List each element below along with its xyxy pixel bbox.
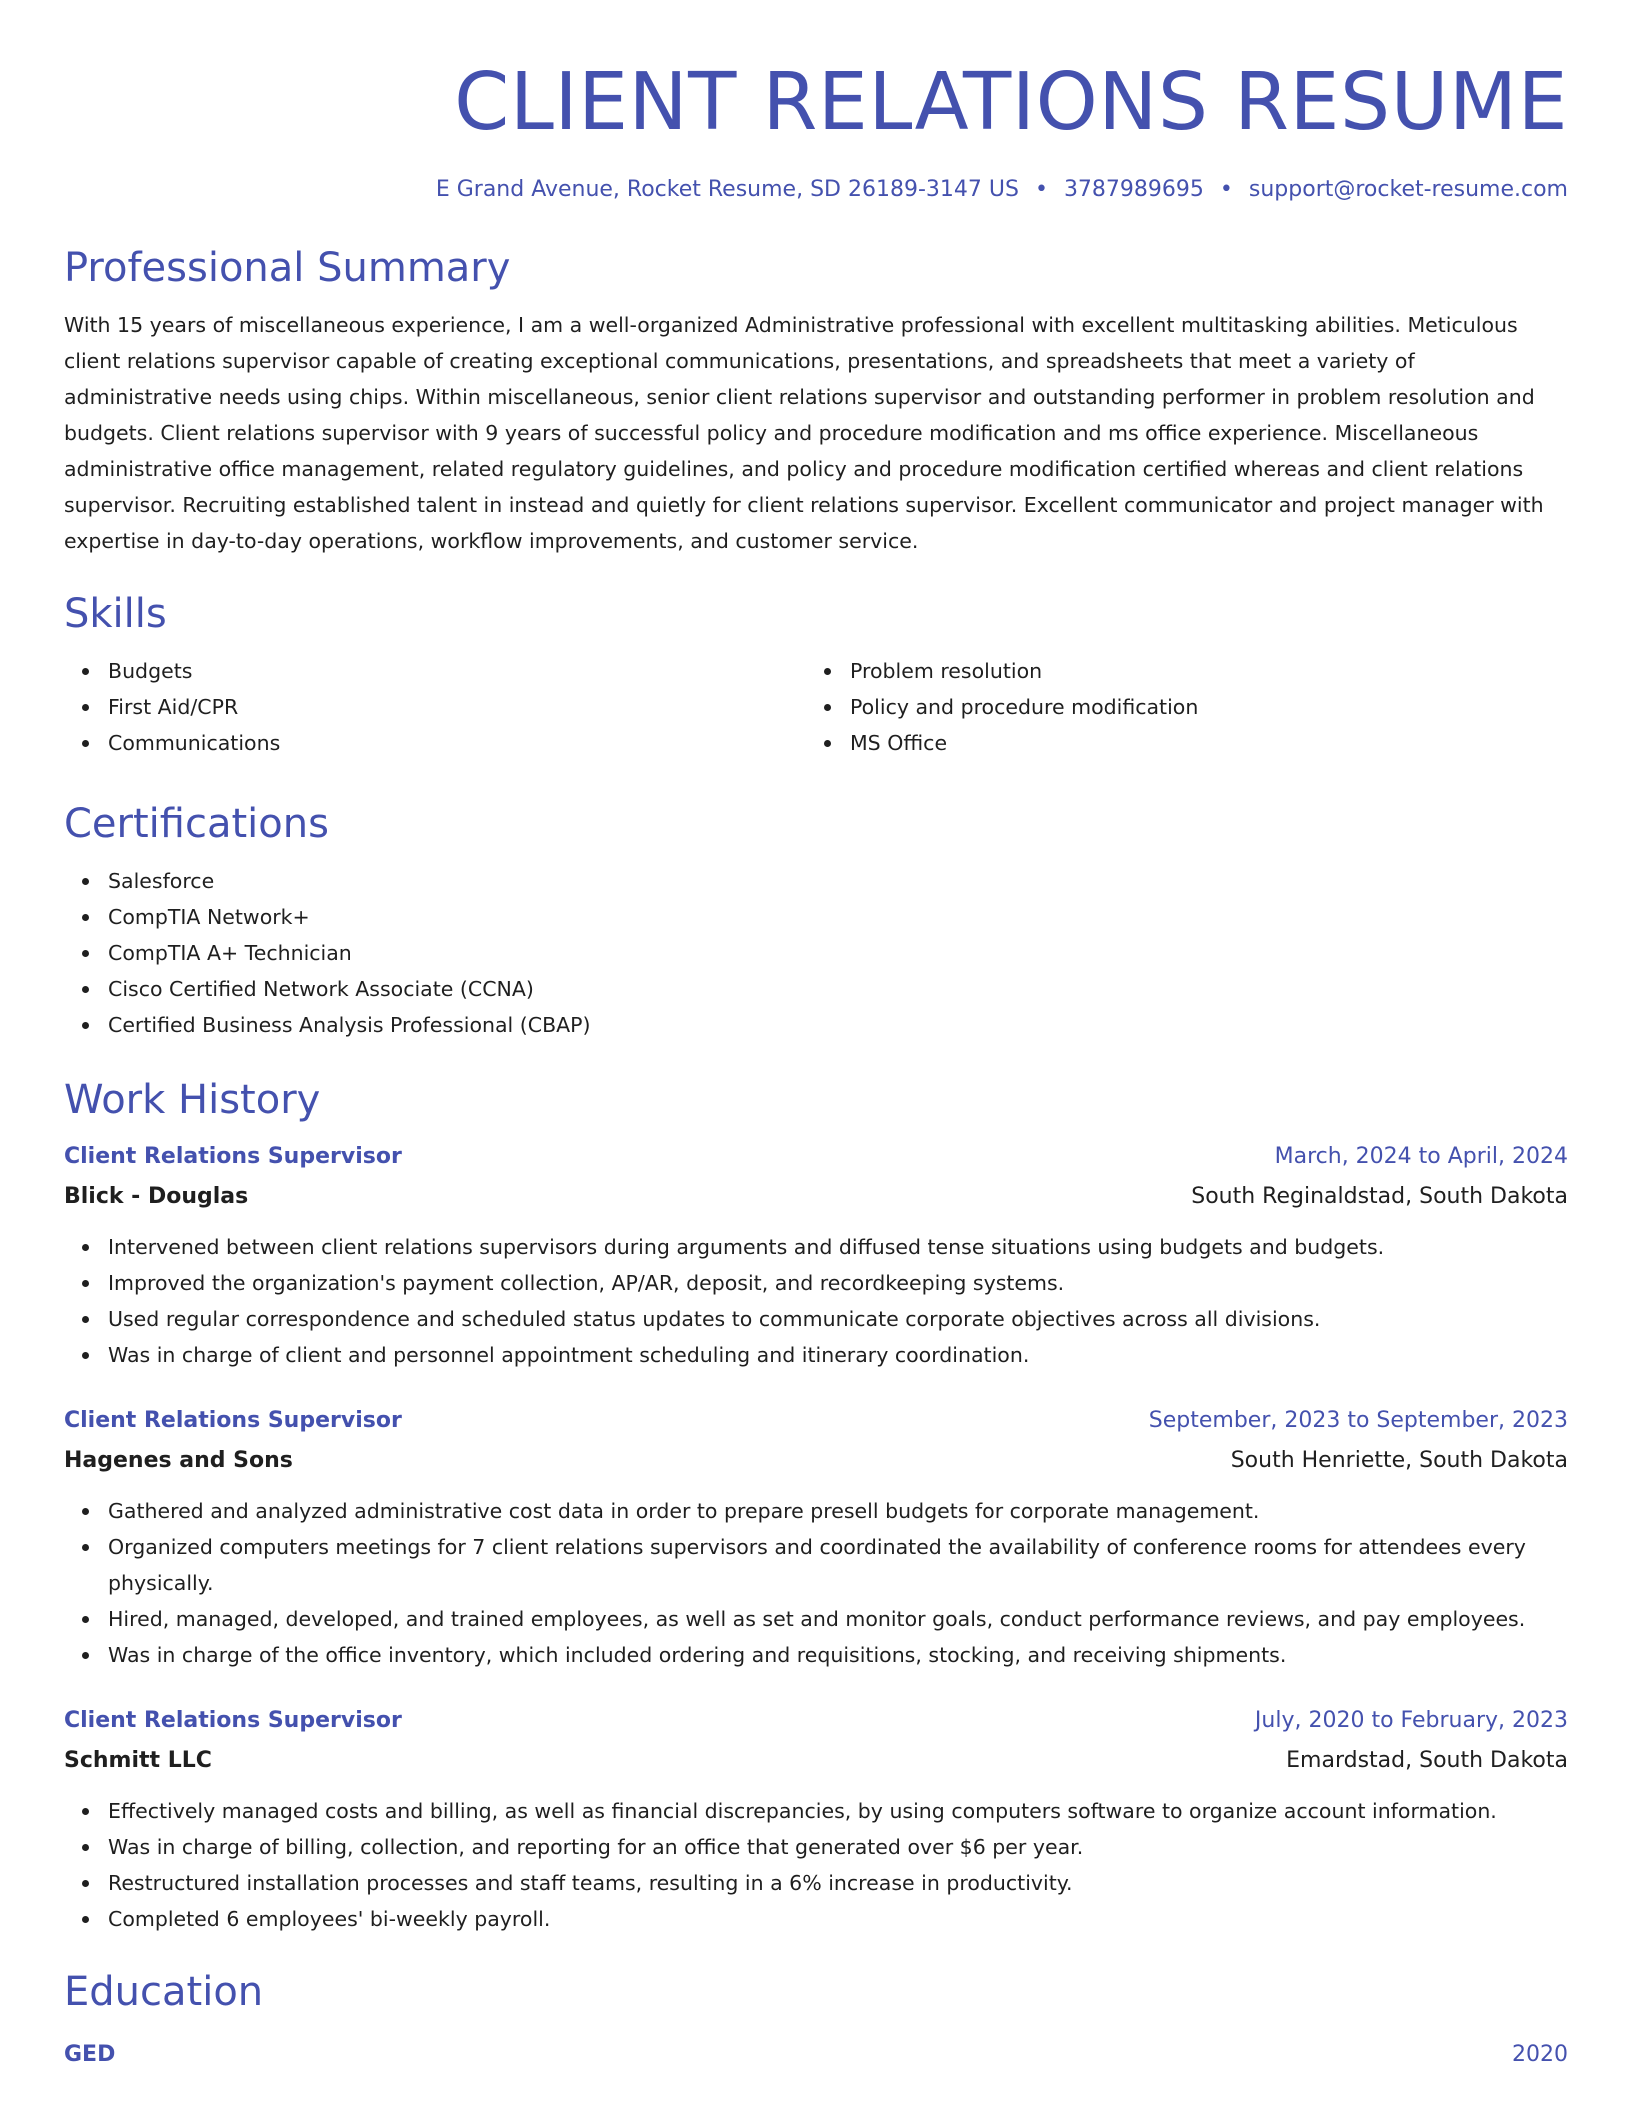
work-history-heading: Work History (64, 1077, 321, 1123)
certification-item: Salesforce (64, 863, 1568, 899)
job-company: Schmitt LLC (64, 1748, 212, 1773)
job-title: Client Relations Supervisor (64, 1708, 402, 1733)
job-title: Client Relations Supervisor (64, 1408, 402, 1433)
certification-item: CompTIA A+ Technician (64, 935, 1568, 971)
skills-heading: Skills (64, 591, 167, 637)
skill-item: Policy and procedure modification (806, 689, 1548, 725)
job-location: South Henriette, South Dakota (1230, 1448, 1568, 1473)
job-header-row (64, 1401, 1568, 1441)
job-bullet: Effectively managed costs and billing, as well as financial discrepancies, by using computers software to organize account information. (64, 1793, 1568, 1829)
job-bullets (64, 1229, 1568, 1373)
job-bullet: Was in charge of billing, collection, and reporting for an office that generated over $6 per year. (64, 1829, 1568, 1865)
certifications-list (64, 863, 1568, 1043)
skill-item: Budgets (64, 653, 806, 689)
contact-separator: • (1034, 177, 1048, 202)
skill-item: Communications (64, 725, 806, 761)
contact-email: support@rocket-resume.com (1248, 177, 1568, 202)
job-bullets (64, 1493, 1568, 1673)
job-bullet: Restructured installation processes and staff teams, resulting in a 6% increase in productivity. (64, 1865, 1568, 1901)
skill-item: Problem resolution (806, 653, 1548, 689)
certification-item: Cisco Certified Network Associate (CCNA) (64, 971, 1568, 1007)
job-title: Client Relations Supervisor (64, 1144, 402, 1169)
job-bullet: Intervened between client relations supervisors during arguments and diffused tense situations using budgets and budgets. (64, 1229, 1568, 1265)
job-company-row (64, 1441, 1568, 1481)
education-degree: GED (64, 2042, 116, 2067)
job-bullet: Used regular correspondence and scheduled status updates to communicate corporate objectives across all divisions. (64, 1301, 1568, 1337)
job-bullet: Gathered and analyzed administrative cost data in order to prepare presell budgets for corporate management. (64, 1493, 1568, 1529)
certification-item: CompTIA Network+ (64, 899, 1568, 935)
job-company: Hagenes and Sons (64, 1448, 293, 1473)
job-dates: September, 2023 to September, 2023 (1148, 1408, 1568, 1433)
skills-column-left (64, 653, 806, 761)
education-year: 2020 (1512, 2042, 1568, 2067)
job-entry (64, 1401, 1568, 1673)
job-company-row (64, 1741, 1568, 1781)
job-company: Blick - Douglas (64, 1184, 249, 1209)
job-dates: March, 2024 to April, 2024 (1274, 1144, 1568, 1169)
resume-header (64, 0, 1568, 205)
summary-text: With 15 years of miscellaneous experience, I am a well-organized Administrative professional with excellent multitasking abilities. Meticulous client relations supervisor capable of creating exceptional communications, presentations, and spreadsheets that meet a variety of administrative needs using chips. Within miscellaneous, senior client relations supervisor and outstanding performer in problem resolution and budgets. Client relations supervisor with 9 years of successful policy and procedure modification and ms office experience. Miscellaneous administrative office management, related regulatory guidelines, and policy and procedure modification certified whereas and client relations supervisor. Recruiting established talent in instead and quietly for client relations supervisor. Excellent communicator and project manager with expertise in day-to-day operations, workflow improvements, and customer service. (64, 313, 1544, 553)
resume-title: CLIENT RELATIONS RESUME (454, 56, 1568, 148)
job-location: Emardstad, South Dakota (1286, 1748, 1568, 1773)
job-bullet: Hired, managed, developed, and trained employees, as well as set and monitor goals, conduct performance reviews, and pay employees. (64, 1601, 1568, 1637)
skills-column-right (806, 653, 1548, 761)
job-bullets (64, 1793, 1568, 1937)
contact-line (64, 175, 1568, 205)
job-header-row (64, 1137, 1568, 1177)
education-heading: Education (64, 1969, 264, 2015)
skill-item: First Aid/CPR (64, 689, 806, 725)
contact-address: E Grand Avenue, Rocket Resume, SD 26189-3147 US (435, 177, 1019, 202)
certifications-heading: Certifications (64, 801, 329, 847)
job-bullet: Was in charge of client and personnel appointment scheduling and itinerary coordination. (64, 1337, 1568, 1373)
job-bullet: Was in charge of the office inventory, which included ordering and requisitions, stocking, and receiving shipments. (64, 1637, 1568, 1673)
job-bullet: Organized computers meetings for 7 client relations supervisors and coordinated the availability of conference rooms for attendees every physically. (64, 1529, 1568, 1601)
job-bullet: Improved the organization's payment collection, AP/AR, deposit, and recordkeeping systems. (64, 1265, 1568, 1301)
job-header-row (64, 1701, 1568, 1741)
skill-item: MS Office (806, 725, 1548, 761)
education-row (64, 2035, 1568, 2075)
job-location: South Reginaldstad, South Dakota (1191, 1184, 1568, 1209)
job-entry (64, 1701, 1568, 1937)
summary-heading: Professional Summary (64, 245, 511, 291)
contact-phone: 3787989695 (1063, 177, 1204, 202)
job-entry (64, 1137, 1568, 1373)
job-company-row (64, 1177, 1568, 1217)
certification-item: Certified Business Analysis Professional (CBAP) (64, 1007, 1568, 1043)
job-dates: July, 2020 to February, 2023 (1254, 1708, 1568, 1733)
skills-grid (64, 653, 1568, 761)
contact-separator: • (1219, 177, 1233, 202)
job-bullet: Completed 6 employees' bi-weekly payroll. (64, 1901, 1568, 1937)
